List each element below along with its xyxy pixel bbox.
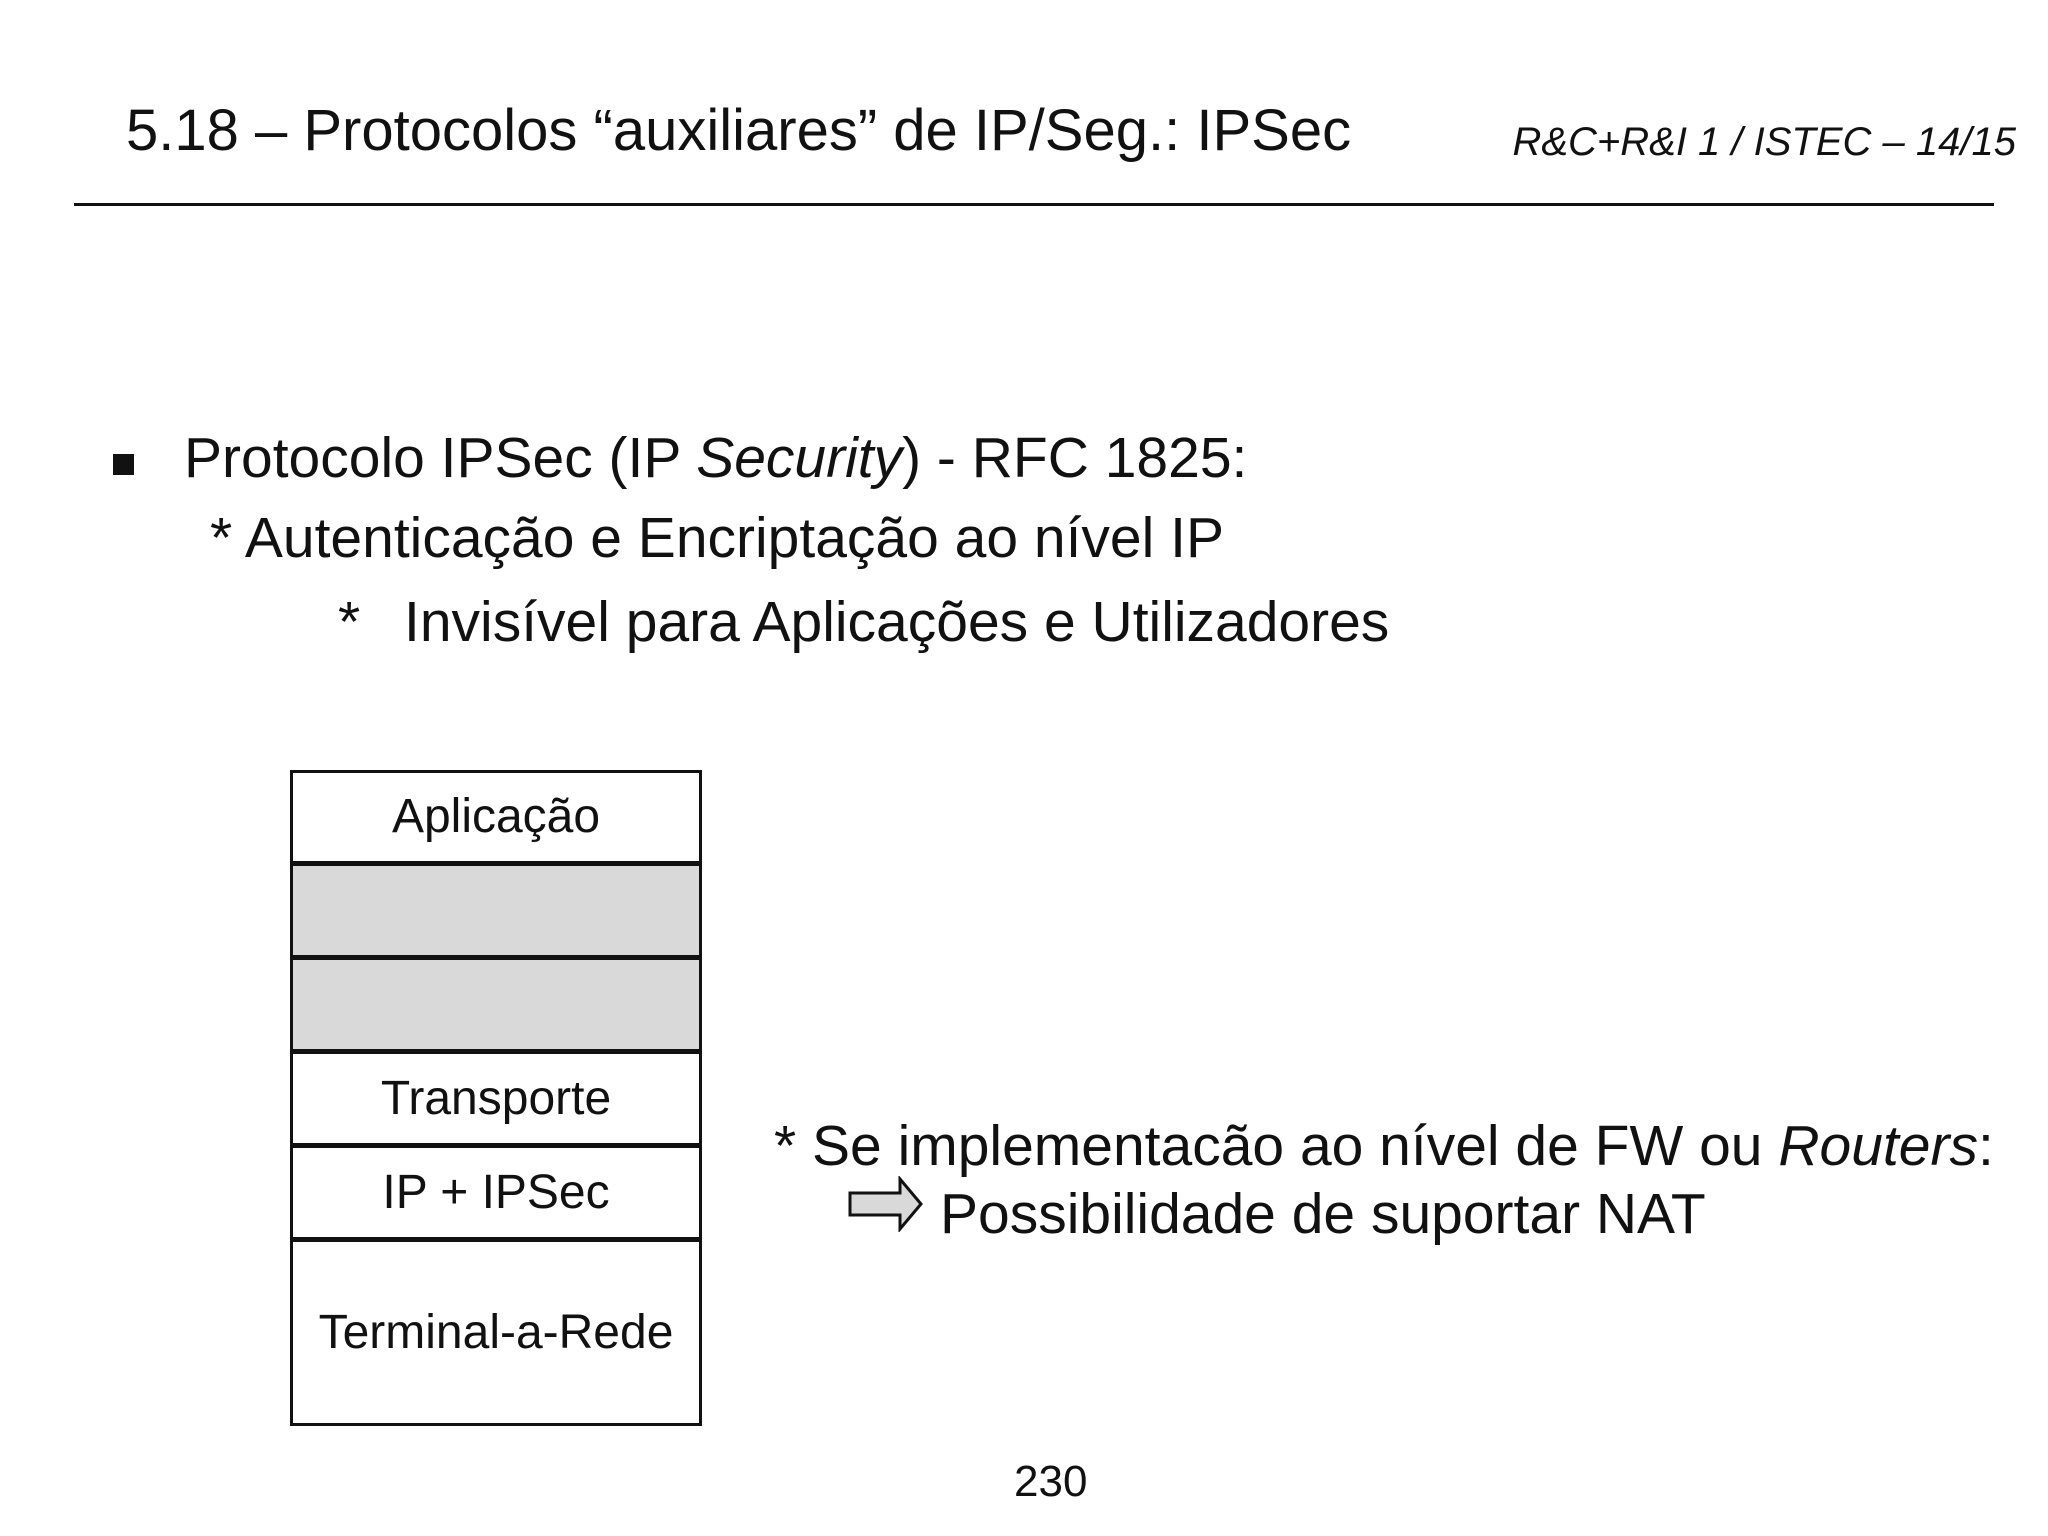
stack-layer-label: Terminal-a-Rede <box>318 1305 674 1359</box>
note-line-implementation <box>774 1112 1994 1180</box>
bullet-line-protocol-pre: Protocolo IPSec (IP <box>184 426 697 490</box>
bullet-line-protocol <box>184 424 1247 492</box>
bullet-line-invisible-star: * <box>338 590 361 654</box>
protocol-stack-diagram <box>290 770 702 1426</box>
bullet-line-protocol-italic: Security <box>696 426 903 490</box>
stack-layer-label: IP + IPSec <box>382 1165 610 1219</box>
bullet-line-protocol-post: ) - RFC 1825: <box>902 426 1248 490</box>
course-label: R&C+R&I 1 / ISTEC – 14/15 <box>1512 120 2016 164</box>
stack-layer-label: Transporte <box>380 1071 612 1125</box>
stack-layer-label: Aplicação <box>391 790 601 843</box>
note-line-implementation-post: : <box>1977 1114 1994 1178</box>
bullet-line-authentication: * Autenticação e Encriptação ao nível IP <box>210 506 1224 570</box>
bullet-line-invisible: Invisível para Aplicações e Utilizadores <box>404 590 1390 654</box>
stack-layer-shaded <box>293 960 699 1054</box>
bullet-square-icon <box>113 454 134 475</box>
stack-layer-transport <box>293 1054 699 1148</box>
note-line-implementation-pre: * Se implementacão ao nível de FW ou <box>774 1114 1779 1178</box>
stack-layer-host-to-network <box>293 1242 699 1423</box>
slide-title: 5.18 – Protocolos “auxiliares” de IP/Seg.: IPSec <box>126 98 1352 163</box>
header-divider <box>74 203 1994 206</box>
right-arrow-icon <box>848 1176 924 1232</box>
stack-layer-application <box>293 773 699 866</box>
note-line-nat: Possibilidade de suportar NAT <box>940 1182 1706 1246</box>
note-line-implementation-italic: Routers <box>1778 1114 1978 1178</box>
page-number: 230 <box>1014 1457 1088 1506</box>
stack-layer-shaded <box>293 866 699 960</box>
stack-layer-ip-ipsec <box>293 1148 699 1242</box>
